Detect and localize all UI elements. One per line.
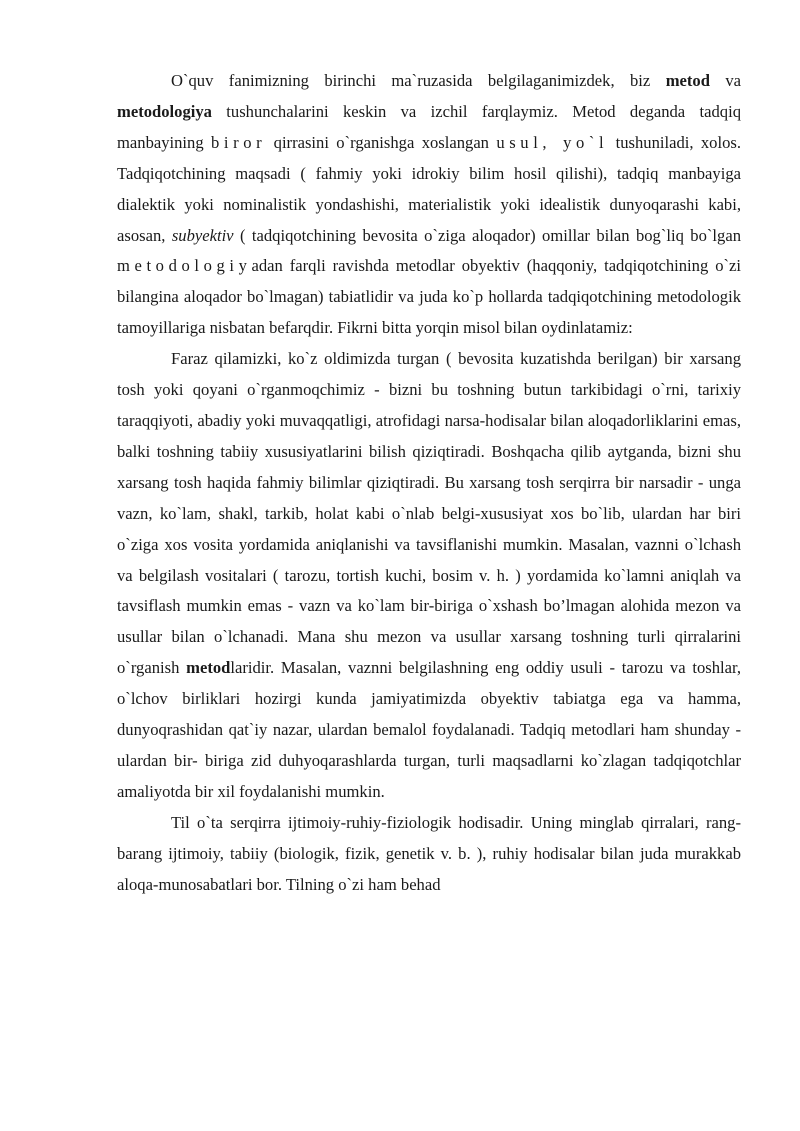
spaced-word-metodologiy: metodologiy [117, 256, 252, 276]
spaced-phrase-usul-yol: usul, yo`l [496, 132, 609, 152]
text-run: laridir. Masalan, vaznni belgilashning eng oddiy usuli - tarozu va toshlar, o`lchov birliklari hozirgi kunda jamiyatimizda obyektiv tabiatga ega va hamma, dunyoqrashidan qat`iy nazar, ulardan bemalol foydalanadi. Tadqiq metodlari ham shunday - ulardan bir- biriga zid duhyoqarashlarda turgan, turli maqsadlarni ko`zlagan tadqiqotchlar amaliyotda bir xil foydalanishi mumkin. [117, 658, 741, 801]
text-run: adan farqli ravishda metodlar obyektiv (haqqoniy, tadqiqotchining o`zi bilangina aloqador bo`lmagan) tabiatlidir va juda ko`p hollarda tadqiqotchining metodologik tamoyillariga nisbatan befarqdir. Fikrni bitta yorqin misol bilan oydinlatamiz: [117, 256, 741, 338]
text-run: Faraz qilamizki, ko`z oldimizda turgan ( bevosita kuzatishda berilgan) bir xarsang tosh yoki qoyani o`rganmoqchimiz - bizni bu toshning butun tarkibidagi o`rni, tarixiy taraqqiyoti, abadiy yoki muvaqqatligi, atrofidagi narsa-hodisalar bilan aloqadorliklarini emas, balki toshning tabiiy xususiyatlarini bilish qiziqtiradi. Boshqacha qilib aytganda, bizni shu xarsang tosh haqida fahmiy bilimlar qiziqtiradi. Bu xarsang tosh serqirra bir narsadir - unga vazn, ko`lam, shakl, tarkib, holat kabi o`nlab belgi-xususiyat xos bo`lib, ulardan har biri o`ziga xos vosita yordamida aniqlanishi va tavsiflanishi mumkin. Masalan, vaznni o`lchash va belgilash vositalari ( tarozu, tortish kuchi, bosim v. h. ) yordamida ko`lamni aniqlah va tavsiflash mumkin emas - vazn va ko`lam bir-biriga o`xshash bo’lmagan alohida mezon va usullar bilan o`lchanadi. Mana shu mezon va usullar xarsang toshning turli qirralarini o`rganish [117, 349, 741, 678]
paragraph-xarsang-tosh [117, 344, 741, 808]
document-page [117, 66, 741, 900]
term-metodologiya: metodologiya [117, 101, 212, 121]
text-run: tushunchalarini keskin va izchil farqlaymiz. Metod deganda tadqiq manbayining [117, 101, 741, 152]
term-metod: metod [665, 71, 710, 90]
text-run: tushuniladi, xolos. Tadqiqotchining maqsadi ( fahmiy yoki idrokiy bilim hosil qilishi), tadqiq manbayiga dialektik yoki nominalistik yondashishi, materialistik yoki idealistik dunyoqarashi kabi, asosan, [117, 132, 741, 245]
term-metod: metod [186, 658, 231, 678]
text-run: va [709, 71, 742, 90]
paragraph-til [117, 808, 741, 901]
text-run: Til o`ta serqirra ijtimoiy-ruhiy-fiziologik hodisadir. Uning minglab qirralari, rang-barang ijtimoiy, tabiiy (biologik, fizik, genetik v. b. ), ruhiy hodisalar bilan juda murakkab aloqa-munosabatlari bor. Tilning o`zi ham behad [117, 812, 741, 894]
text-run: O`quv fanimizning birinchi ma`ruzasida belgilaganimizdek, biz [171, 71, 666, 90]
paragraph-metod-metodologiya [117, 66, 741, 344]
spaced-word-biror: biror [211, 132, 267, 152]
term-subyektiv: subyektiv [171, 225, 234, 245]
text-run: ( tadqiqotchining bevosita o`ziga aloqador) omillar bilan bog`liq bo`lgan [233, 225, 741, 245]
text-run: qirrasini o`rganishga xoslangan [266, 132, 497, 152]
